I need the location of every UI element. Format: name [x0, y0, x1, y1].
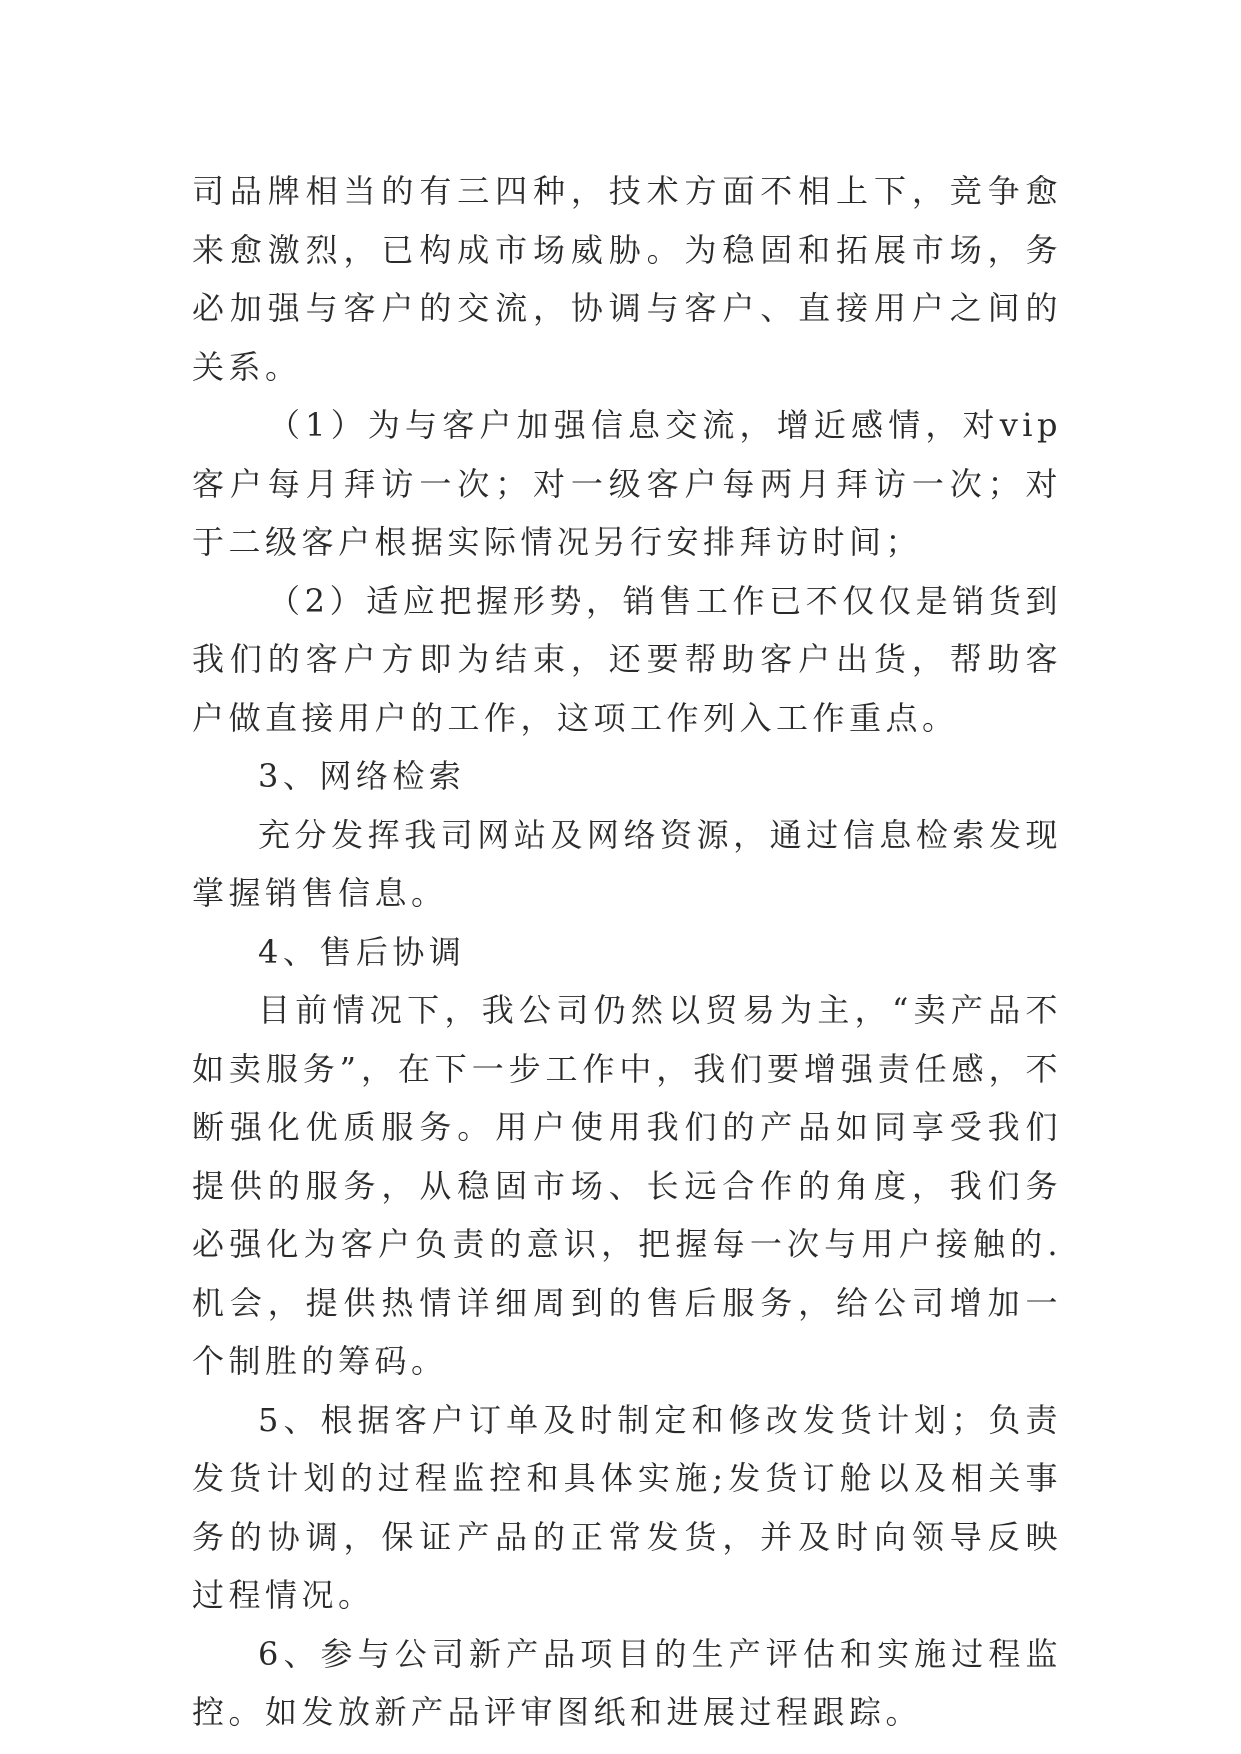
paragraph-item-6: 6、参与公司新产品项目的生产评估和实施过程监控。如发放新产品评审图纸和进展过程跟踪。 [192, 1634, 1062, 1731]
paragraph-network-search: 充分发挥我司网站及网络资源，通过信息检索发现掌握销售信息。 [192, 815, 1062, 912]
paragraph-item-2: （2）适应把握形势，销售工作已不仅仅是销货到我们的客户方即为结束，还要帮助客户出货，帮助客户做直接用户的工作，这项工作列入工作重点。 [192, 581, 1062, 737]
document-body [192, 162, 1062, 1742]
paragraph-after-sales: 目前情况下，我公司仍然以贸易为主，“卖产品不如卖服务”，在下一步工作中，我们要增强责任感，不断强化优质服务。用户使用我们的产品如同享受我们提供的服务，从稳固市场、长远合作的角度，我们务必强化为客户负责的意识，把握每一次与用户接触的.机会，提供热情详细周到的售后服务，给公司增加一个制胜的筹码。 [192, 991, 1062, 1380]
paragraph-item-5: 5、根据客户订单及时制定和修改发货计划；负责发货计划的过程监控和具体实施;发货订舱以及相关事务的协调，保证产品的正常发货，并及时向领导反映过程情况。 [192, 1400, 1062, 1614]
paragraph-competition: 司品牌相当的有三四种，技术方面不相上下，竞争愈来愈激烈，已构成市场威胁。为稳固和拓展市场，务必加强与客户的交流，协调与客户、直接用户之间的关系。 [192, 172, 1062, 386]
heading-after-sales: 4、售后协调 [258, 932, 466, 971]
heading-network-search: 3、网络检索 [258, 757, 466, 795]
paragraph-item-1: （1）为与客户加强信息交流，增近感情，对vip客户每月拜访一次；对一级客户每两月拜访一次；对于二级客户根据实际情况另行安排拜访时间； [192, 406, 1062, 561]
